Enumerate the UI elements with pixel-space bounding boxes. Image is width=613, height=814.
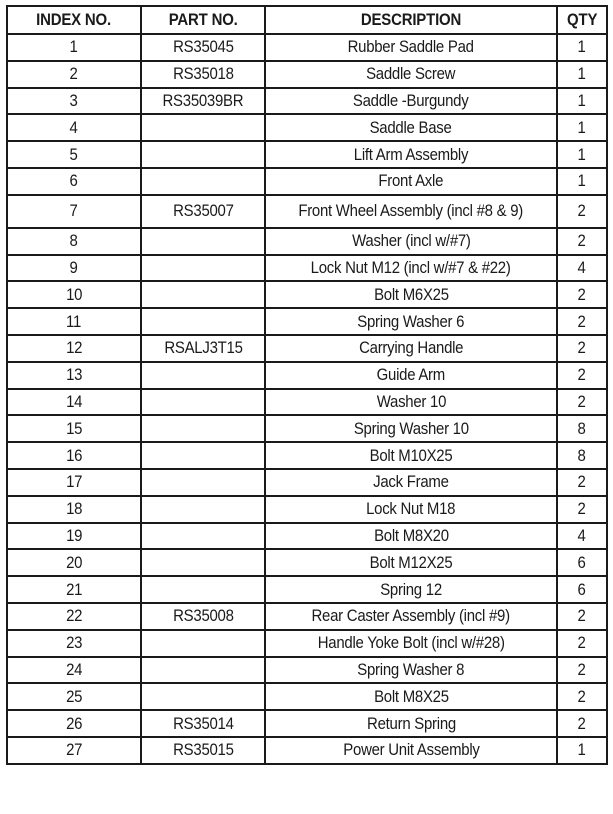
description-cell <box>265 523 557 550</box>
description-cell <box>265 630 557 657</box>
description-cell <box>265 228 557 255</box>
description-cell-text: Front Wheel Assembly (incl #8 & 9) <box>298 201 524 221</box>
description-cell <box>265 335 557 362</box>
description-cell-text: Lock Nut M12 (incl w/#7 & #22) <box>311 257 511 277</box>
description-cell <box>265 603 557 630</box>
index-cell-text: 25 <box>65 686 83 706</box>
qty-cell-text: 1 <box>577 90 587 110</box>
description-cell <box>265 255 557 282</box>
index-cell-text: 11 <box>66 311 82 331</box>
index-cell-text: 3 <box>69 90 79 110</box>
qty-cell <box>557 523 607 550</box>
qty-cell-text: 2 <box>577 201 587 221</box>
index-cell-text: 15 <box>65 418 83 438</box>
table-row <box>7 737 607 764</box>
qty-cell-text: 2 <box>577 686 587 706</box>
part-no-cell <box>141 469 265 496</box>
header-description-label: DESCRIPTION <box>360 10 462 29</box>
qty-cell <box>557 88 607 115</box>
index-cell-text: 4 <box>69 117 79 137</box>
table-row <box>7 603 607 630</box>
part-no-cell <box>141 576 265 603</box>
description-cell <box>265 168 557 195</box>
description-cell <box>265 549 557 576</box>
qty-cell <box>557 362 607 389</box>
qty-cell <box>557 442 607 469</box>
part-no-cell <box>141 549 265 576</box>
description-cell-text: Carrying Handle <box>358 338 464 358</box>
parts-list-table <box>6 5 608 765</box>
description-cell <box>265 710 557 737</box>
index-cell <box>7 576 141 603</box>
description-cell <box>265 469 557 496</box>
part-no-cell <box>141 362 265 389</box>
qty-cell <box>557 496 607 523</box>
description-cell-text: Lift Arm Assembly <box>353 144 469 164</box>
description-cell <box>265 195 557 228</box>
description-cell-text: Washer (incl w/#7) <box>351 231 471 251</box>
description-cell-text: Rubber Saddle Pad <box>347 37 475 57</box>
index-cell <box>7 281 141 308</box>
index-cell-text: 18 <box>65 499 83 519</box>
qty-cell <box>557 195 607 228</box>
description-cell-text: Saddle Base <box>370 117 452 137</box>
part-no-cell <box>141 442 265 469</box>
index-cell-text: 16 <box>65 445 83 465</box>
part-no-cell <box>141 228 265 255</box>
qty-cell-text: 2 <box>577 284 587 304</box>
index-cell-text: 8 <box>69 231 79 251</box>
description-cell-text: Spring Washer 6 <box>357 311 465 331</box>
qty-cell-text: 6 <box>577 552 587 572</box>
part-no-cell <box>141 523 265 550</box>
part-no-cell <box>141 657 265 684</box>
index-cell <box>7 603 141 630</box>
header-part-no-label: PART NO. <box>168 10 238 29</box>
qty-cell-text: 2 <box>577 606 587 626</box>
table-row <box>7 141 607 168</box>
index-cell <box>7 496 141 523</box>
description-cell-text: Spring Washer 8 <box>357 659 465 679</box>
index-cell <box>7 34 141 61</box>
index-cell-text: 17 <box>65 472 83 492</box>
index-cell-text: 7 <box>69 201 79 221</box>
table-row <box>7 415 607 442</box>
qty-cell-text: 4 <box>577 525 587 545</box>
qty-cell-text: 4 <box>577 257 587 277</box>
index-cell <box>7 362 141 389</box>
description-cell-text: Guide Arm <box>376 365 446 385</box>
part-no-cell <box>141 88 265 115</box>
description-cell <box>265 34 557 61</box>
header-row <box>7 6 607 34</box>
table-row <box>7 549 607 576</box>
index-cell-text: 22 <box>65 606 83 626</box>
index-cell-text: 1 <box>69 37 79 57</box>
qty-cell-text: 8 <box>577 418 587 438</box>
table-row <box>7 195 607 228</box>
table-row <box>7 114 607 141</box>
table-row <box>7 442 607 469</box>
index-cell <box>7 61 141 88</box>
part-no-cell <box>141 34 265 61</box>
header-index-no-label: INDEX NO. <box>36 10 112 29</box>
part-no-cell <box>141 710 265 737</box>
index-cell-text: 14 <box>65 391 83 411</box>
description-cell <box>265 61 557 88</box>
qty-cell <box>557 308 607 335</box>
index-cell <box>7 114 141 141</box>
index-cell <box>7 195 141 228</box>
part-no-cell-text: RS35008 <box>172 606 234 626</box>
description-cell <box>265 683 557 710</box>
qty-cell-text: 1 <box>577 740 587 760</box>
qty-cell <box>557 255 607 282</box>
description-cell-text: Handle Yoke Bolt (incl w/#28) <box>317 633 505 653</box>
part-no-cell-text: RS35045 <box>172 37 234 57</box>
part-no-cell <box>141 308 265 335</box>
index-cell-text: 2 <box>69 64 79 84</box>
index-cell <box>7 710 141 737</box>
description-cell-text: Bolt M6X25 <box>373 284 449 304</box>
qty-cell <box>557 389 607 416</box>
qty-cell <box>557 335 607 362</box>
part-no-cell <box>141 737 265 764</box>
table-row <box>7 496 607 523</box>
table-row <box>7 710 607 737</box>
description-cell-text: Jack Frame <box>373 472 449 492</box>
index-cell-text: 10 <box>65 284 83 304</box>
part-no-cell <box>141 496 265 523</box>
header-part-no <box>141 6 265 34</box>
index-cell-text: 23 <box>65 633 83 653</box>
index-cell-text: 19 <box>65 525 83 545</box>
index-cell-text: 5 <box>69 144 79 164</box>
part-no-cell <box>141 603 265 630</box>
index-cell <box>7 415 141 442</box>
description-cell <box>265 308 557 335</box>
part-no-cell <box>141 168 265 195</box>
part-no-cell <box>141 255 265 282</box>
index-cell-text: 27 <box>65 740 83 760</box>
qty-cell <box>557 683 607 710</box>
qty-cell-text: 8 <box>577 445 587 465</box>
table-row <box>7 335 607 362</box>
description-cell <box>265 114 557 141</box>
index-cell <box>7 523 141 550</box>
description-cell-text: Front Axle <box>378 171 444 191</box>
header-description <box>265 6 557 34</box>
part-no-cell <box>141 195 265 228</box>
qty-cell <box>557 549 607 576</box>
part-no-cell <box>141 415 265 442</box>
index-cell-text: 6 <box>69 171 79 191</box>
table-row <box>7 255 607 282</box>
description-cell <box>265 141 557 168</box>
qty-cell <box>557 710 607 737</box>
part-no-cell <box>141 335 265 362</box>
qty-cell <box>557 168 607 195</box>
index-cell <box>7 683 141 710</box>
qty-cell-text: 2 <box>577 365 587 385</box>
qty-cell-text: 2 <box>577 338 587 358</box>
part-no-cell-text: RS35039BR <box>162 90 244 110</box>
index-cell-text: 9 <box>69 257 79 277</box>
part-no-cell <box>141 630 265 657</box>
description-cell <box>265 576 557 603</box>
part-no-cell <box>141 281 265 308</box>
header-qty <box>557 6 607 34</box>
qty-cell <box>557 415 607 442</box>
description-cell-text: Rear Caster Assembly (incl #9) <box>311 606 511 626</box>
qty-cell-text: 1 <box>577 171 587 191</box>
table-header <box>7 6 607 34</box>
index-cell-text: 21 <box>65 579 83 599</box>
header-index-no <box>7 6 141 34</box>
description-cell-text: Return Spring <box>366 713 456 733</box>
qty-cell-text: 2 <box>577 231 587 251</box>
qty-cell-text: 2 <box>577 391 587 411</box>
qty-cell <box>557 657 607 684</box>
qty-cell-text: 1 <box>577 37 587 57</box>
index-cell <box>7 442 141 469</box>
qty-cell <box>557 281 607 308</box>
qty-cell-text: 2 <box>577 713 587 733</box>
index-cell <box>7 549 141 576</box>
description-cell <box>265 389 557 416</box>
table-row <box>7 61 607 88</box>
description-cell-text: Bolt M8X25 <box>373 686 449 706</box>
description-cell <box>265 88 557 115</box>
description-cell-text: Power Unit Assembly <box>342 740 480 760</box>
description-cell <box>265 415 557 442</box>
table-row <box>7 362 607 389</box>
header-qty-label: QTY <box>566 10 598 29</box>
qty-cell <box>557 61 607 88</box>
index-cell <box>7 228 141 255</box>
description-cell-text: Bolt M12X25 <box>369 552 453 572</box>
table-row <box>7 630 607 657</box>
table-body <box>7 34 607 764</box>
table-row <box>7 281 607 308</box>
part-no-cell-text: RS35014 <box>172 713 234 733</box>
index-cell <box>7 389 141 416</box>
index-cell <box>7 88 141 115</box>
table-row <box>7 168 607 195</box>
description-cell <box>265 496 557 523</box>
qty-cell-text: 2 <box>577 472 587 492</box>
description-cell-text: Bolt M8X20 <box>373 525 449 545</box>
table-row <box>7 34 607 61</box>
index-cell <box>7 141 141 168</box>
description-cell-text: Saddle Screw <box>366 64 456 84</box>
description-cell <box>265 737 557 764</box>
part-no-cell <box>141 141 265 168</box>
table-row <box>7 389 607 416</box>
part-no-cell <box>141 389 265 416</box>
qty-cell <box>557 576 607 603</box>
index-cell <box>7 255 141 282</box>
qty-cell-text: 1 <box>577 64 587 84</box>
description-cell-text: Saddle -Burgundy <box>353 90 469 110</box>
part-no-cell-text: RSALJ3T15 <box>163 338 243 358</box>
description-cell <box>265 442 557 469</box>
index-cell <box>7 737 141 764</box>
description-cell-text: Spring Washer 10 <box>353 418 469 438</box>
index-cell <box>7 630 141 657</box>
index-cell <box>7 308 141 335</box>
part-no-cell-text: RS35018 <box>172 64 234 84</box>
part-no-cell <box>141 683 265 710</box>
part-no-cell-text: RS35015 <box>172 740 234 760</box>
qty-cell <box>557 141 607 168</box>
qty-cell <box>557 469 607 496</box>
index-cell-text: 13 <box>65 365 83 385</box>
qty-cell-text: 1 <box>577 144 587 164</box>
part-no-cell <box>141 61 265 88</box>
index-cell <box>7 168 141 195</box>
qty-cell <box>557 737 607 764</box>
table-row <box>7 228 607 255</box>
qty-cell-text: 6 <box>577 579 587 599</box>
qty-cell-text: 2 <box>577 499 587 519</box>
index-cell-text: 20 <box>65 552 83 572</box>
index-cell <box>7 469 141 496</box>
description-cell <box>265 281 557 308</box>
table-row <box>7 88 607 115</box>
table-row <box>7 308 607 335</box>
table-row <box>7 576 607 603</box>
table-row <box>7 469 607 496</box>
description-cell-text: Washer 10 <box>376 391 446 411</box>
description-cell <box>265 362 557 389</box>
qty-cell <box>557 34 607 61</box>
index-cell-text: 24 <box>65 659 83 679</box>
qty-cell <box>557 114 607 141</box>
description-cell-text: Bolt M10X25 <box>369 445 453 465</box>
table-row <box>7 657 607 684</box>
index-cell <box>7 657 141 684</box>
qty-cell <box>557 228 607 255</box>
table-row <box>7 683 607 710</box>
qty-cell-text: 2 <box>577 311 587 331</box>
description-cell <box>265 657 557 684</box>
qty-cell <box>557 603 607 630</box>
part-no-cell <box>141 114 265 141</box>
qty-cell-text: 2 <box>577 659 587 679</box>
index-cell <box>7 335 141 362</box>
qty-cell <box>557 630 607 657</box>
qty-cell-text: 1 <box>577 117 587 137</box>
index-cell-text: 12 <box>65 338 83 358</box>
table-row <box>7 523 607 550</box>
description-cell-text: Lock Nut M18 <box>366 499 456 519</box>
part-no-cell-text: RS35007 <box>172 201 234 221</box>
index-cell-text: 26 <box>65 713 83 733</box>
description-cell-text: Spring 12 <box>380 579 442 599</box>
qty-cell-text: 2 <box>577 633 587 653</box>
